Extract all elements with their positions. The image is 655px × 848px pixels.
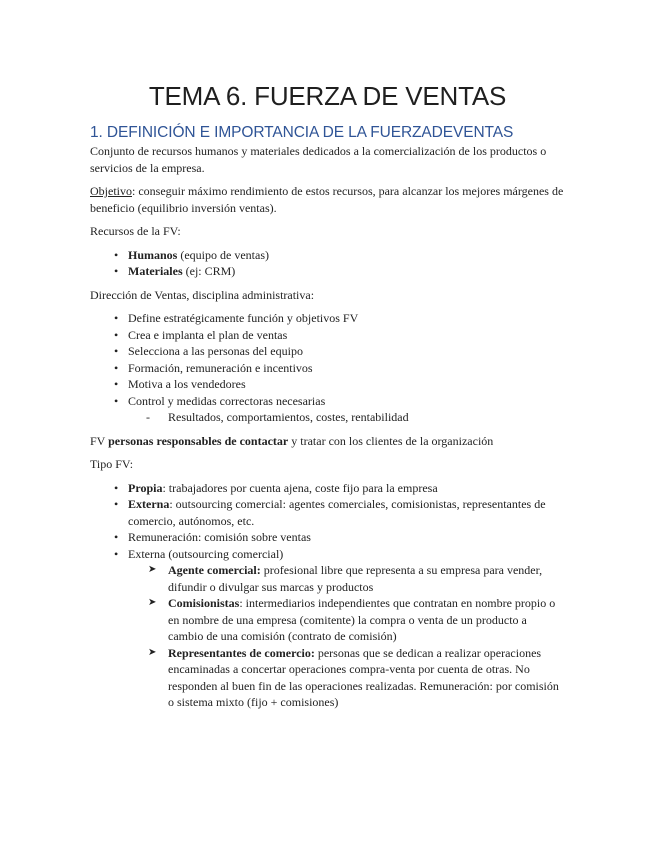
- list-item: [90, 529, 565, 546]
- bullet-icon: •: [114, 344, 119, 358]
- list-item: [90, 343, 565, 360]
- item-text: Crea e implanta el plan de ventas: [128, 327, 288, 342]
- list-item: [90, 409, 565, 426]
- tipo-label: Tipo FV:: [90, 457, 134, 471]
- fv-paragraph: [90, 433, 565, 450]
- bullet-icon: •: [114, 311, 119, 325]
- item-text: Resultados, comportamientos, costes, rentabilidad: [168, 410, 409, 424]
- item-bold: Humanos: [128, 247, 178, 262]
- item-text: (ej: CRM): [182, 264, 236, 278]
- list-item: [90, 263, 565, 280]
- bullet-icon: •: [114, 480, 119, 495]
- list-item: [90, 360, 565, 377]
- item-text: personas que se dedican a realizar operaciones encaminadas a concertar operaciones compra-venta por cuenta de otras. No responden al buen fin de las operaciones realizadas. Remuneración: por comisión o sistema mixto (fijo + comisiones): [168, 645, 559, 709]
- item-text: Control y medidas correctoras necesarias: [128, 393, 326, 408]
- item-text: Formación, remuneración e incentivos: [128, 360, 313, 375]
- list-item: [90, 645, 565, 711]
- bullet-icon: •: [114, 546, 119, 561]
- list-item: [90, 310, 565, 327]
- control-sublist: [90, 409, 565, 426]
- arrow-icon: ➤: [148, 564, 157, 575]
- dash-icon: -: [146, 410, 150, 424]
- fv-prefix: FV: [90, 433, 109, 448]
- item-text: Remuneración: comisión sobre ventas: [128, 530, 311, 544]
- list-item: [90, 480, 565, 497]
- list-item: [90, 376, 565, 393]
- page-title: TEMA 6. FUERZA DE VENTAS: [148, 81, 507, 111]
- item-text: : trabajadores por cuenta ajena, coste fijo para la empresa: [162, 480, 438, 495]
- item-bold: Comisionistas: [168, 596, 240, 610]
- item-bold: Externa: [128, 497, 170, 511]
- tipo-list: [90, 480, 565, 563]
- bullet-icon: •: [114, 530, 119, 544]
- list-item: [90, 327, 565, 344]
- objetivo-text: : conseguir máximo rendimiento de estos recursos, para alcanzar los mejores márgenes de beneficio (equilibrio inversión ventas).: [90, 184, 564, 215]
- objetivo-label: Objetivo: [90, 184, 132, 198]
- arrow-icon: ➤: [148, 646, 157, 658]
- section-heading: 1. DEFINICIÓN E IMPORTANCIA DE LA FUERZADEVENTAS: [90, 124, 514, 141]
- list-item: [90, 247, 565, 264]
- bullet-icon: •: [114, 393, 119, 408]
- list-item: [90, 562, 565, 595]
- item-bold: Representantes de comercio:: [168, 645, 315, 660]
- recursos-list: [90, 247, 565, 280]
- fv-bold: personas responsables de contactar: [108, 433, 289, 448]
- intro-paragraph: Conjunto de recursos humanos y materiales dedicados a la comercialización de los productos o servicios de la empresa.: [90, 144, 547, 175]
- externa-sublist: [90, 562, 565, 711]
- item-bold: Materiales: [128, 264, 183, 278]
- item-text: : outsourcing comercial: agentes comerciales, comisionistas, representantes de comercio, autónomos, etc.: [128, 497, 546, 528]
- item-bold: Propia: [128, 480, 163, 495]
- arrow-icon: ➤: [148, 597, 157, 608]
- bullet-icon: •: [114, 497, 119, 511]
- list-item: [90, 496, 565, 529]
- item-text: Define estratégicamente función y objetivos FV: [128, 311, 359, 325]
- direccion-list: [90, 310, 565, 409]
- bullet-icon: •: [114, 377, 119, 391]
- item-text: : intermediarios independientes que contratan en nombre propio o en nombre de una empresa (comitente) la compra o venta de un producto a cambio de una comisión (contrato de comisión): [168, 596, 556, 643]
- item-text: Selecciona a las personas del equipo: [128, 344, 303, 358]
- bullet-icon: •: [114, 247, 119, 262]
- fv-suffix: y tratar con los clientes de la organización: [288, 433, 494, 448]
- item-text: Motiva a los vendedores: [128, 377, 246, 391]
- bullet-icon: •: [114, 327, 119, 342]
- bullet-icon: •: [114, 264, 119, 278]
- item-text: Externa (outsourcing comercial): [128, 546, 284, 561]
- list-item: [90, 595, 565, 645]
- bullet-icon: •: [114, 360, 119, 375]
- item-bold: Agente comercial:: [168, 563, 261, 577]
- recursos-label: Recursos de la FV:: [90, 224, 181, 238]
- list-item: [90, 393, 565, 410]
- item-text: profesional libre que representa a su empresa para vender, difundir o divulgar sus marcas y productos: [168, 563, 543, 594]
- direccion-label: Dirección de Ventas, disciplina administrativa:: [90, 287, 315, 302]
- item-text: (equipo de ventas): [177, 247, 269, 262]
- list-item: [90, 546, 565, 563]
- objetivo-paragraph: [90, 183, 565, 216]
